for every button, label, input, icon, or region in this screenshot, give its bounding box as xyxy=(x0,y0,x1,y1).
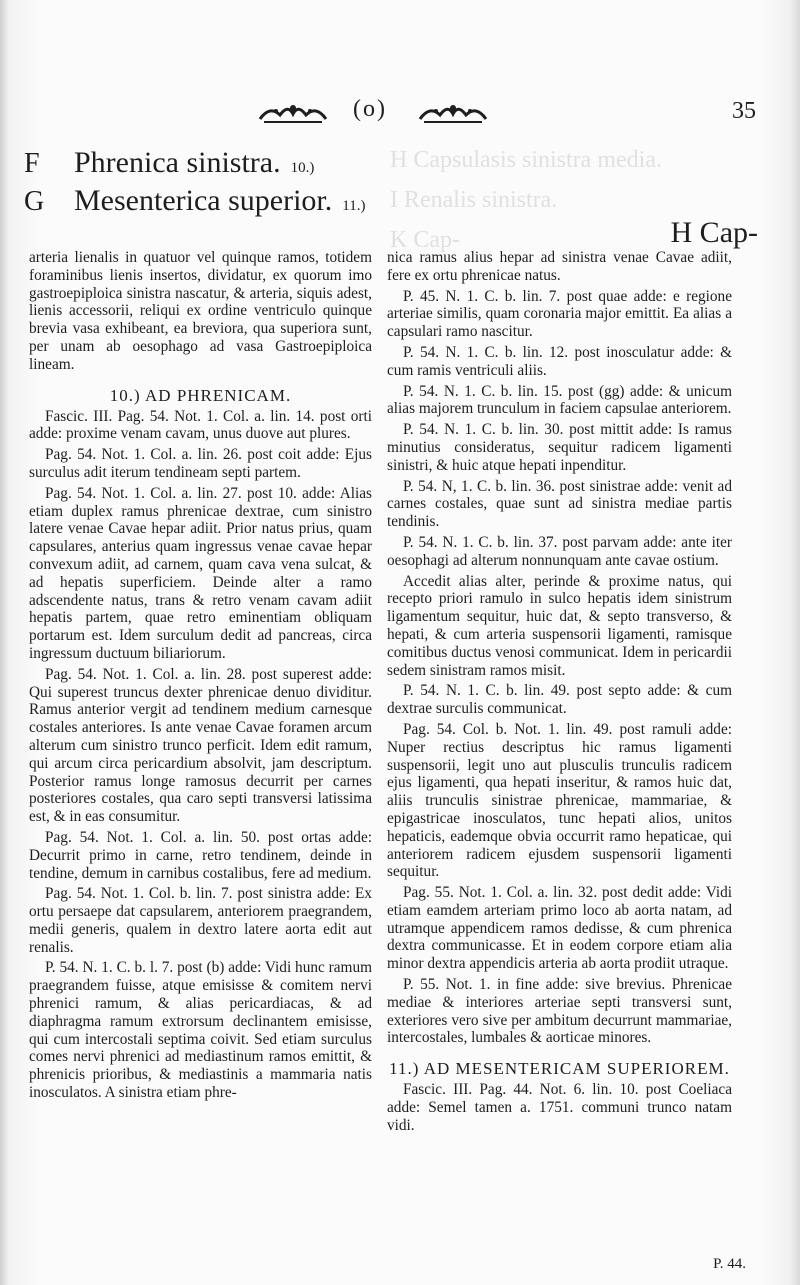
page-header xyxy=(0,96,800,132)
bleed-line: I Renalis sinistra. xyxy=(390,187,558,213)
paragraph: P. 54. N. 1. C. b. lin. 49. post septo adde: & cum dextrae surculis communicat. xyxy=(387,682,732,718)
section-heading: 10.) AD PHRENICAM. xyxy=(109,385,292,405)
paragraph: P. 54. N. 1. C. b. lin. 37. post parvam adde: ante iter oesophagi ad alterum nonnunquam ante cavae ostium. xyxy=(387,533,732,569)
paragraph: P. 54. N, 1. C. b. lin. 36. post sinistrae adde: venit ad carnes costales, quae sunt ad sinistra mediae partis tendinis. xyxy=(387,477,732,531)
fleuron-ornament-icon xyxy=(258,102,328,124)
paragraph: Fascic. III. Pag. 44. Not. 6. lin. 10. post Coeliaca adde: Semel tamen a. 1751. communi trunco natam vidi. xyxy=(387,1081,732,1134)
paragraph: Pag. 55. Not. 1. Col. a. lin. 32. post dedit adde: Vidi etiam eamdem arteriam primo loco ab aorta natam, ad utramque appendicem ramos dedisse, & cum phrenica dextra communicasse. Et in eodem corpore etiam alia minor dextra appendicis arteria ab aorta prodiit utraque. xyxy=(387,884,732,973)
catchword-top: H Cap- xyxy=(670,216,758,249)
bleed-line: K Cap- xyxy=(390,227,460,253)
paragraph: Pag. 54. Not. 1. Col. a. lin. 28. post superest adde: Qui superest truncus dexter phrenicae denuo dividitur. Ramus anterior vergit ad tendinem medium carnesque costales anteriores. Is ante venae Cavae foramen arcum alterum cum sinistro trunco perficit. Idem edit ramum, qui arcum circa pericardium absolvit, jam descriptum. Posterior ramus longe ramosus decurrit per carnes posteriores costales, qua caro septi transversi latissima est, & in eas consumitur. xyxy=(29,665,372,826)
paragraph: Pag. 54. Not. 1. Col. a. lin. 50. post ortas adde: Decurrit primo in carne, retro tendinem, deinde in tendine, demum in carnibus costalibus, fere ad medium. xyxy=(29,828,372,882)
paragraph: Pag. 54. Not. 1. Col. a. lin. 27. post 10. adde: Alias etiam duplex ramus phrenicae dextrae, cum sinistro latere venae Cavae hepar adiit. Prior natus prius, quam capsulares, anterius quam ingressus venae cavae hepar convexum adiit, ad carnem, quam cava vena sulcat, & ad hepatis superficiem. Deinde alter a ramo adscendente natus, trans & retro venam cavam adiit hepatis partem, quae retro eminentiam obliquam portarum est. Idem surculum dedit ad pancreas, circa ingressum ductuum biliariorum. xyxy=(29,484,372,662)
bleed-through-text xyxy=(390,140,690,260)
paragraph: Pag. 54. Not. 1. Col. a. lin. 26. post coit adde: Ejus surculus adit iterum tendineam septi partem. xyxy=(29,446,372,481)
figure-captions xyxy=(24,146,404,222)
paragraph: nica ramus alius hepar ad sinistra venae Cavae adiit, fere ex ortu phrenicae natus. xyxy=(387,249,732,284)
page-number: 35 xyxy=(732,98,756,124)
caption-line xyxy=(24,184,404,222)
paragraph: Accedit alias alter, perinde & proxime natus, qui recepto priori ramulo in sulco hepatis idem sinistrum ligamentum sequitur, huic dat, & septo transverso, & hepati, & cum arteria suspensorii ligamenti, ramisque comitibus ductus venosi communicat. Idem in pericardii sedem sinistram ramos misit. xyxy=(387,572,732,679)
left-column xyxy=(29,249,372,1105)
catchword-bottom: P. 44. xyxy=(713,1256,746,1272)
header-mark: (o) xyxy=(353,96,387,122)
fleuron-ornament-icon xyxy=(418,102,488,124)
section-heading: 11.) AD MESENTERICAM SUPERIOREM. xyxy=(389,1059,730,1079)
caption-name: Mesenterica superior. xyxy=(74,184,333,217)
caption-line xyxy=(24,146,404,184)
right-column xyxy=(387,249,732,1138)
paragraph: P. 54. N. 1. C. b. lin. 15. post (gg) adde: & unicum alias majorem trunculum in faciem capsulae anteriorem. xyxy=(387,382,732,418)
caption-letter: F xyxy=(24,148,40,179)
paragraph: P. 54. N. 1. C. b. lin. 30. post mittit adde: Is ramus minutius consideratus, sequitur radicem ligamenti sinistri, & huic atque hepati inpenditur. xyxy=(387,421,732,474)
bleed-line: H Capsulasis sinistra media. xyxy=(390,147,662,173)
caption-note: 10.) xyxy=(290,160,315,176)
paragraph: Pag. 54. Col. b. Not. 1. lin. 49. post ramuli adde: Nuper rectius descriptus hic ramus ligamenti suspensorii, legit uno aut plusculis trunculis radicem ejus ligamenti, qua hepati inseritur, & ramos huic dat, aliis trunculis sinistrae phrenicae, mammariae, & epigastricae inosculatos, tunc hepati alios, unitos hepaticis, eademque obvia occurrit ramo hepaticae, qui anteriorem radicem ejusdem suspensorii ligamenti sequitur. xyxy=(387,720,732,881)
caption-note: 11.) xyxy=(342,198,366,214)
caption-name: Phrenica sinistra. xyxy=(74,146,281,179)
paragraph: P. 55. Not. 1. in fine adde: sive brevius. Phrenicae mediae & interiores arteriae septi transversi sunt, exteriores vero sive per ambitum decurrunt mammariae, intercostales, lumbales & aorticae minores. xyxy=(387,976,732,1047)
paragraph: P. 45. N. 1. C. b. lin. 7. post quae adde: e regione arteriae similis, quam coronaria major emittit. Ea alias a capsulari ramo nascitur. xyxy=(387,287,732,341)
paragraph: Pag. 54. Not. 1. Col. b. lin. 7. post sinistra adde: Ex ortu persaepe dat capsularem, anteriorem praegrandem, medii generis, qualem in dextro latere aorta edit aut renalis. xyxy=(29,885,372,956)
paragraph: arteria lienalis in quatuor vel quinque ramos, totidem foraminibus lienis insertos, dividatur, ex quorum imo gastroepiploica sinistra nascatur, & arteria, siquis adest, lienis accessorii, reliqui ex ordine ventriculo quinque brevia vasa exhibeant, ea breviora, qua superiora sunt, per unam ab oesophago ad vasa Gastroepiploica lineam. xyxy=(29,249,372,373)
paragraph: P. 54. N. 1. C. b. l. 7. post (b) adde: Vidi hunc ramum praegrandem fuisse, atque emisisse & comitem nervi phrenici ramum, & alias pericardiacas, & ad diaphragma ramum extrorsum declinantem emisisse, qui cum intercostali septima coivit. Sed etiam surculus comes nervi phrenici ad mediastinum ramos emittit, & phrenicis prioribus, & mediastinis a mammaria natis inosculatos. A sinistra etiam phre- xyxy=(29,959,372,1102)
paragraph: P. 54. N. 1. C. b. lin. 12. post inosculatur adde: & cum ramis ventriculi aliis. xyxy=(387,343,732,379)
paragraph: Fascic. III. Pag. 54. Not. 1. Col. a. lin. 14. post orti adde: proxime venam cavam, unus duove aut plures. xyxy=(29,407,372,443)
caption-letter: G xyxy=(24,186,45,217)
